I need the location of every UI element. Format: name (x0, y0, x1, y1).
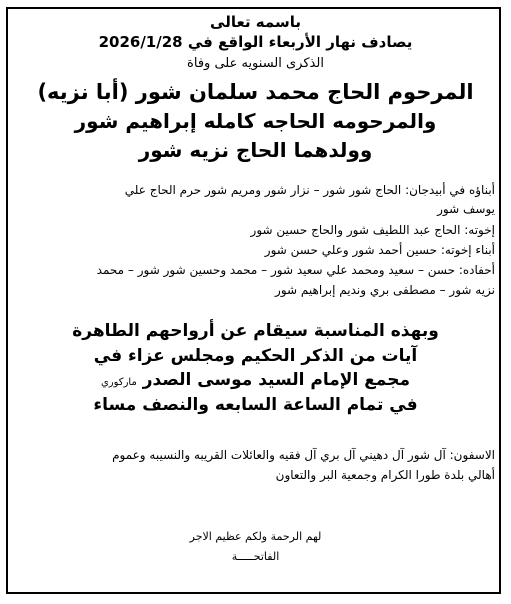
closing-fatiha: الفاتحـــــة (231, 550, 280, 563)
deceased-son: وولدهما الحاج نزيه شور (138, 138, 373, 162)
grandchildren-line: أحفاده: حسن – سعيد ومحمد علي سعيد شور – محمد وحسين شور شور – محمد (96, 263, 495, 277)
deceased-father: المرحوم الحاج محمد سلمان شور (أبا نزيه) (37, 80, 474, 104)
siblings-line: إخوته: الحاج عبد اللطيف شور والحاج حسين شور (250, 223, 495, 237)
date-line: يصادف نهار الأربعاء الواقع في 2026/1/28 (98, 33, 413, 51)
venue-area: ماركوري (100, 377, 137, 388)
ceremony-venue-line (0, 372, 511, 389)
ceremony-line-2: آيات من الذكر الحكيم ومجلس عزاء في (93, 346, 418, 366)
deceased-mother: والمرحومه الحاجه كامله إبراهيم شور (74, 109, 437, 133)
children-line: أبناؤه في أبيدجان: الحاج شور شور – نزار شور ومريم شور حرم الحاج علي (124, 183, 495, 197)
anniversary-line: الذكرى السنويه على وفاة (187, 56, 324, 71)
siblings-children-line: أبناء إخوته: حسين أحمد شور وعلي حسن شور (264, 243, 495, 257)
closing-prayer: لهم الرحمة ولكم عظيم الاجر (189, 530, 322, 543)
mourners-line: الاسفون: آل شور آل دهيني آل بري آل فقيه والعائلات القريبه والنسيبه وعموم (112, 448, 495, 462)
children-line-cont: يوسف شور (437, 202, 495, 216)
invocation: باسمه تعالى (210, 13, 301, 31)
grandchildren-line-cont: نزيه شور – مصطفى بري ونديم إبراهيم شور (275, 283, 495, 297)
mourners-line-cont: أهالي بلدة طورا الكرام وجمعية البر والتعاون (275, 468, 495, 482)
ceremony-line-1: وبهذه المناسبة سيقام عن أرواحهم الطاهرة (72, 321, 439, 341)
venue-name: مجمع الإمام السيد موسى الصدر (142, 370, 410, 390)
ceremony-time-line: في تمام الساعة السابعه والنصف مساء (93, 395, 418, 415)
